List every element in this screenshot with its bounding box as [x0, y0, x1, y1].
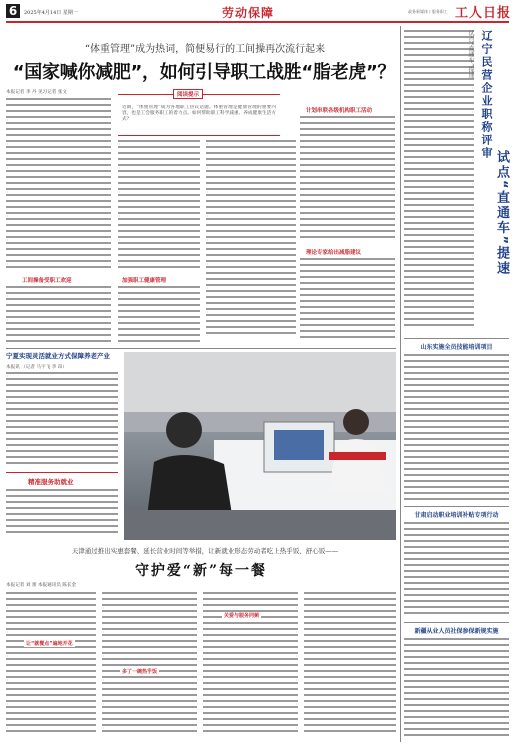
right-rule-3: [404, 622, 509, 623]
right-vertical-sub: 试点“直通车”提速: [467, 30, 474, 79]
story3-headline: 守护爱“新”每一餐: [134, 563, 268, 579]
photo-caption-title: 精准服务助就业: [28, 478, 74, 486]
story3-subhead-2: 多了一碗热乎饭: [122, 669, 158, 675]
masthead: 工人日报: [455, 6, 512, 21]
story3-column-1: [6, 592, 96, 740]
story2-headline: 宁夏实现灵活就业方式保障养老产业: [6, 352, 110, 360]
section-title: 劳动保障: [222, 6, 275, 20]
lead-subhead-1: 工间操备受职工欢迎: [22, 278, 72, 284]
right-brief-1-body: [404, 354, 509, 504]
lead-column-2: [118, 140, 200, 272]
right-column-divider: [400, 26, 401, 742]
right-brief-2-title: 甘肃启动职业培训补贴专项行动: [414, 512, 499, 519]
story3-kicker: 天津通过推出实惠套餐、延长营业时间等举措，让新就业形态劳动者吃上热乎饭、舒心饭——: [71, 547, 339, 555]
news-photo: [124, 352, 396, 540]
reading-prompt-label: 阅读提示: [173, 89, 203, 99]
story3-subhead-1: 让“就餐点”遍地开花: [26, 641, 73, 647]
story3-subhead-3: 关爱与服务同频: [224, 613, 260, 619]
photo-caption-text: [6, 489, 118, 539]
right-brief-3-title: 新疆从业人员社保参保新规实施: [414, 628, 499, 635]
masthead-sub: 政务新媒体 | 服务职工: [408, 9, 448, 14]
date-line: 2025年4月14日 星期一: [24, 10, 78, 16]
lead-subhead-4: 理论专家给出减脂建议: [306, 250, 362, 256]
right-vertical-headline-1: 试点“直通车”提速: [494, 150, 509, 277]
lead-column-2b: [118, 286, 200, 346]
right-brief-1-title: 山东实施全员技能培训项目: [420, 344, 493, 351]
lead-byline: 本报记者 李 丹 见习记者 张文: [6, 90, 67, 95]
lead-kicker: “体重管理”成为热词，简便易行的工间操再次流行起来: [84, 44, 326, 55]
right-brief-3-body: [404, 638, 509, 740]
header-rule: [6, 21, 509, 23]
right-story-1-body: [404, 30, 474, 330]
news-photo-illustration: [124, 352, 396, 540]
right-rule-2: [404, 506, 509, 507]
lead-column-1: [6, 98, 111, 270]
story3-byline: 本报记者 刘 蕾 本报通讯员 陈长金: [6, 583, 77, 588]
reading-prompt-box: [118, 94, 280, 136]
page-number: 6: [6, 4, 20, 18]
story2-byline: 本报讯 （记者 马宇飞 李 昂）: [6, 365, 67, 370]
right-rule-1: [404, 338, 509, 339]
reading-prompt-text: 近期，“体重管理”成为各地职工热议话题。体重管理是健康管理的重要内容，也是工会服务职工的着力点。如何帮助职工科学减重、养成健康生活方式？: [122, 105, 276, 123]
lead-column-4b: [300, 258, 395, 346]
lead-headline: “国家喊你减肥”，如何引导职工战胜“脂老虎”？: [12, 62, 396, 83]
lead-subhead-2: 加强职工健康管理: [122, 278, 167, 284]
lead-column-4: [300, 116, 395, 244]
right-brief-2-body: [404, 522, 509, 618]
story2-body: [6, 372, 118, 468]
right-vertical-headline-2: 辽宁民营企业职称评审: [480, 30, 493, 160]
story3-column-4: [304, 592, 396, 740]
photo-caption-box: [6, 472, 118, 541]
lead-subhead-3: 计划串联各级机构职工活动: [306, 108, 373, 114]
lead-bottom-rule: [6, 348, 396, 349]
lead-column-1b: [6, 286, 111, 346]
lead-column-3: [206, 140, 296, 340]
story3-column-2: [102, 592, 197, 740]
